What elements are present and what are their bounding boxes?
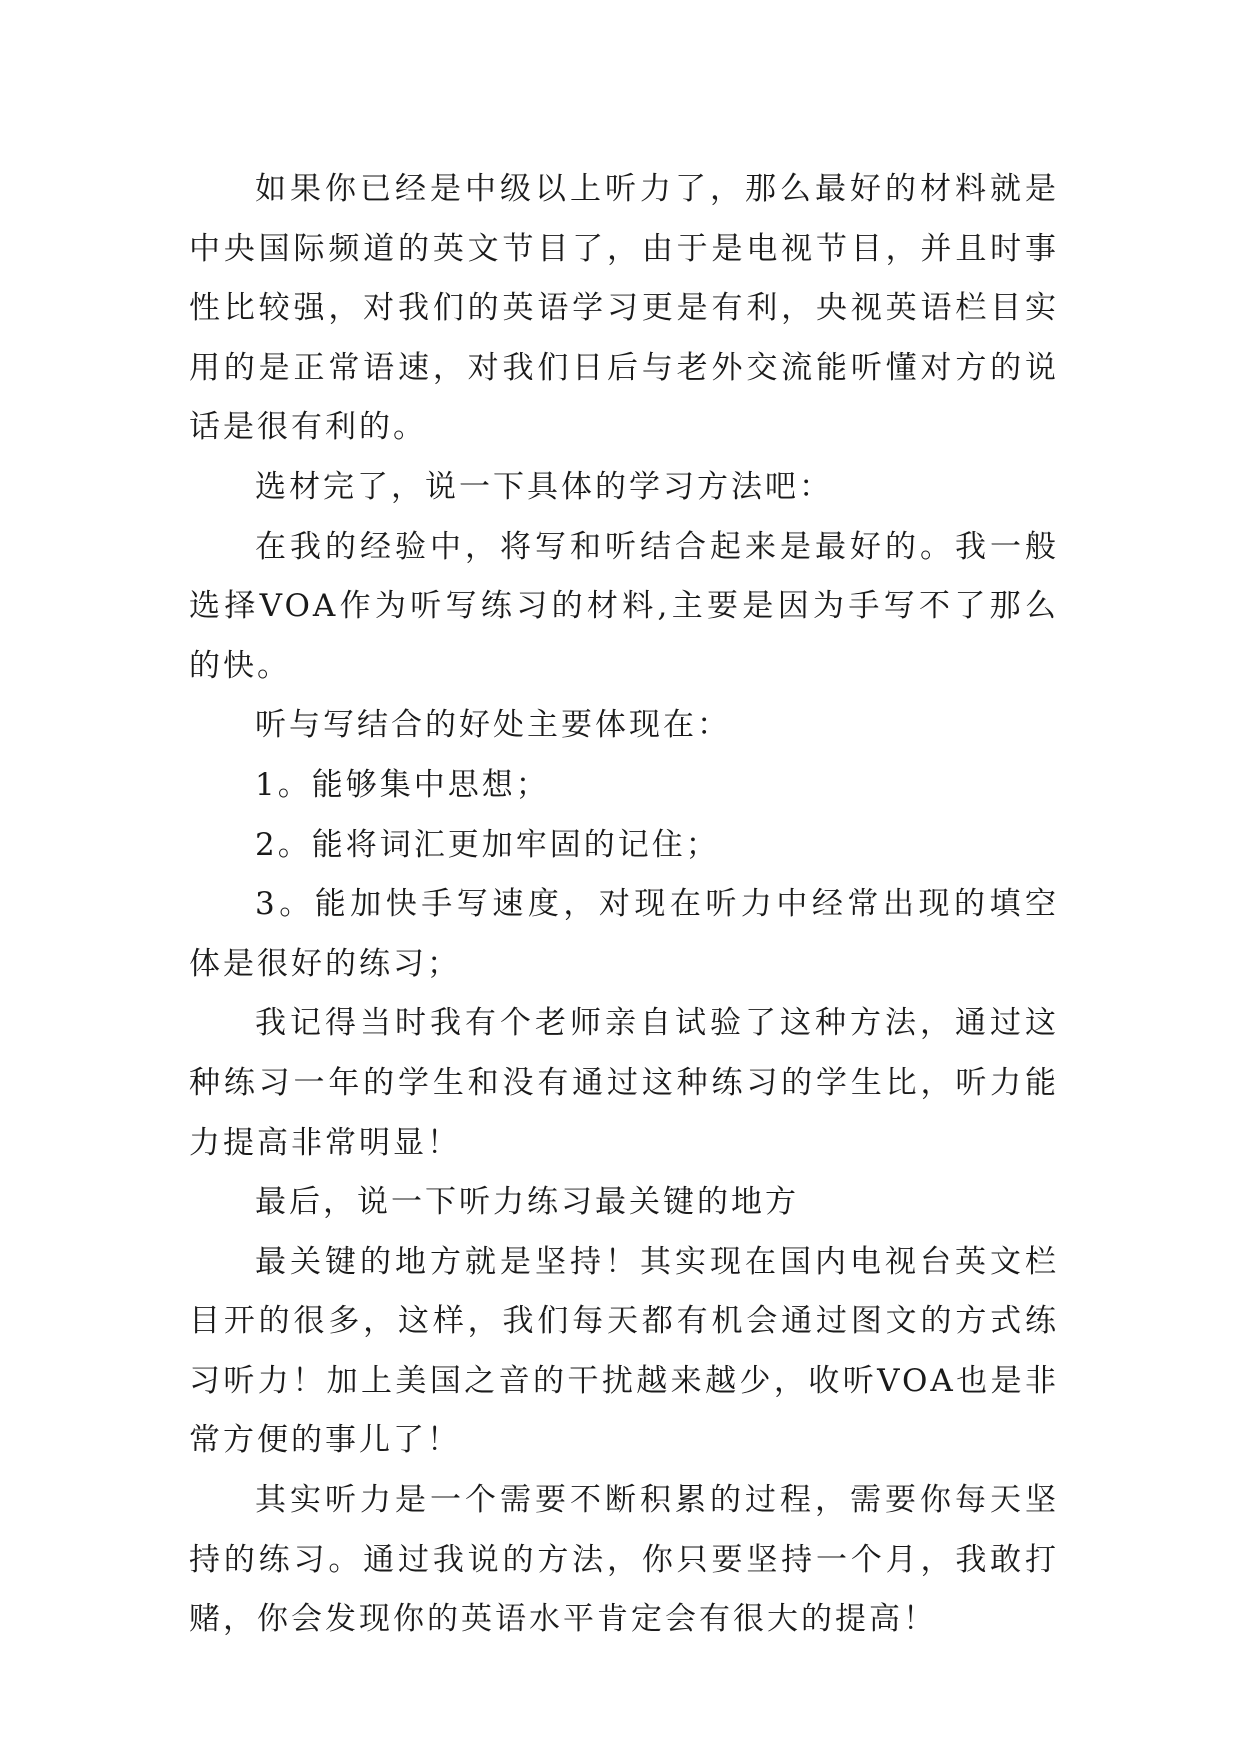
paragraph-key-point-heading: 最后，说一下听力练习最关键的地方 bbox=[255, 1184, 799, 1221]
paragraph-benefit-3: 3。能加快手写速度，对现在听力中经常出现的填空体是很好的练习； bbox=[189, 886, 1059, 982]
paragraph-dictation-experience: 在我的经验中，将写和听结合起来是最好的。我一般选择VOA作为听写练习的材料,主要是因为手写不了那么的快。 bbox=[189, 528, 1059, 684]
paragraph-benefit-2: 2。能将词汇更加牢固的记住； bbox=[255, 826, 720, 863]
paragraph-persistence: 最关键的地方就是坚持！其实现在国内电视台英文栏目开的很多，这样，我们每天都有机会通过图文的方式练习听力！加上美国之音的干扰越来越少，收听VOA也是非常方便的事儿了！ bbox=[189, 1243, 1059, 1459]
paragraph-benefits-heading: 听与写结合的好处主要体现在： bbox=[255, 707, 731, 744]
paragraph-teacher-experiment: 我记得当时我有个老师亲自试验了这种方法，通过这种练习一年的学生和没有通过这种练习的学生比，听力能力提高非常明显！ bbox=[189, 1005, 1059, 1161]
paragraph-conclusion: 其实听力是一个需要不断积累的过程，需要你每天坚持的练习。通过我说的方法，你只要坚持一个月，我敢打赌，你会发现你的英语水平肯定会有很大的提高！ bbox=[189, 1482, 1059, 1638]
paragraph-benefit-1: 1。能够集中思想； bbox=[255, 766, 550, 803]
paragraph-intermediate-material: 如果你已经是中级以上听力了，那么最好的材料就是中央国际频道的英文节目了，由于是电视节目，并且时事性比较强，对我们的英语学习更是有利，央视英语栏目实用的是正常语速，对我们日后与老外交流能听懂对方的说话是很有利的。 bbox=[189, 171, 1059, 446]
document-body bbox=[189, 160, 1059, 1650]
paragraph-method-intro: 选材完了，说一下具体的学习方法吧： bbox=[255, 468, 833, 505]
